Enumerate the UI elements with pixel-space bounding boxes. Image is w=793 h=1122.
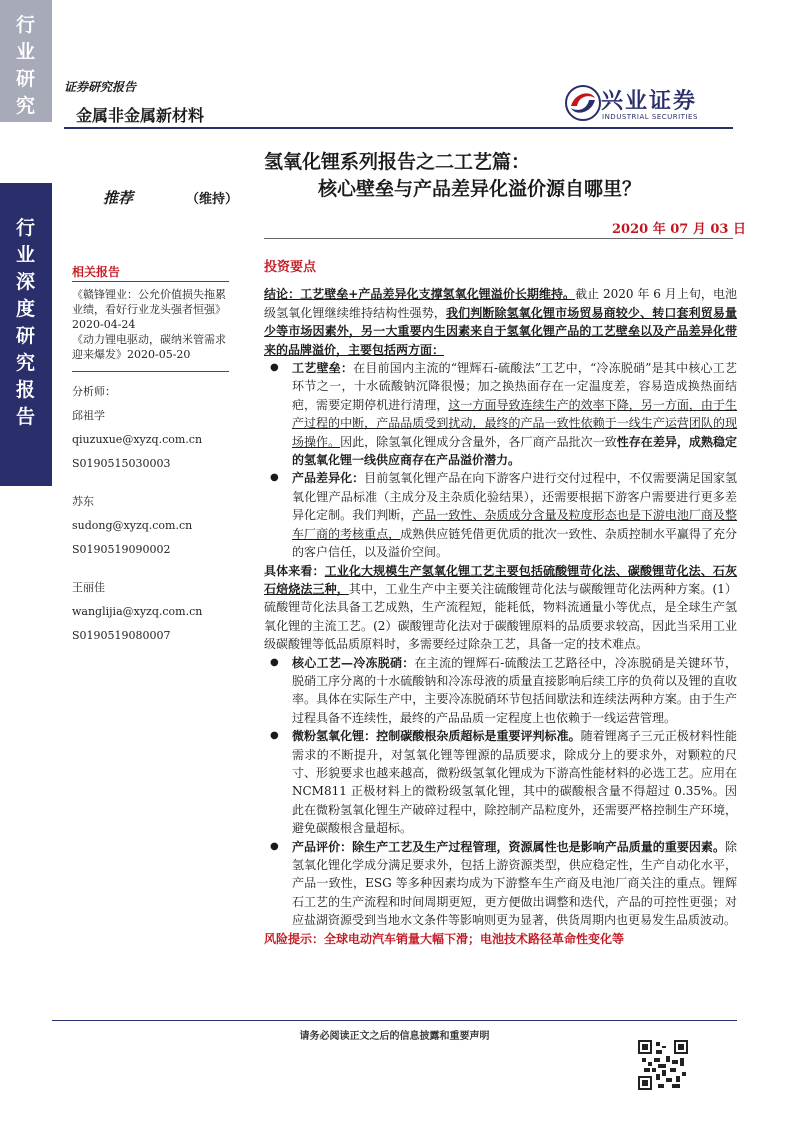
bullet-label: 工艺壁垒： <box>292 361 354 376</box>
footer-divider <box>52 1020 737 1021</box>
specific-bold: 工业化大规模生产氢氧化锂工艺主要包括硫酸锂苛化法、碳酸锂苛化法、石灰石焙烧法三种， <box>264 563 737 596</box>
risk-warning: 风险提示：全球电动汽车销量大幅下滑；电池技术路径革命性变化等 <box>264 931 625 946</box>
band-char: 告 <box>15 406 36 428</box>
related-reports-title: 相关报告 <box>72 265 121 279</box>
logo-text: 兴业证券 <box>601 89 698 114</box>
band-char: 研 <box>15 325 36 347</box>
band-char: 报 <box>15 379 36 401</box>
bullet-freeze-denitration <box>264 654 737 728</box>
band-char: 业 <box>15 244 36 266</box>
analyst-entry <box>72 490 232 562</box>
related-report[interactable] <box>72 332 234 362</box>
sidebar-divider <box>72 371 229 372</box>
bullet-text: 目前氢氧化锂产品在向下游客户进行交付过程中，不仅需要满足国家氢氧化锂产品标准（主成分及主杂质化验结果），还需要根据下游客户需要进行更多差异化定制。我们判断， <box>292 471 737 523</box>
bullet-icon: ● <box>270 840 279 852</box>
report-type: 证券研究报告 <box>64 80 137 94</box>
report-title-line1: 氢氧化锂系列报告之二工艺篇： <box>264 151 531 173</box>
bullet-underline: 产品一致性、杂质成分含量及粒度形态也是下游电池厂商及整车厂商的考核重点， <box>292 508 737 541</box>
band-char: 深 <box>15 271 36 293</box>
conclusion-bold2: 我们判断除氢氧化锂市场贸易商较少、转口套利贸易量少等市场因素外，另一大重要内生因素来自于氢氧化锂产品的工艺壁垒以及产品差异化带来的品牌溢价，主要包括两方面： <box>264 305 737 357</box>
band-char: 度 <box>15 298 36 320</box>
bullet-text: 除氢氧化锂化学成分满足要求外，包括上游资源类型，供应稳定性，生产自动化水平，产品一致性，ESG 等多种因素均成为下游整车生产商及电池厂商关注的重点。锂辉石工艺的生产流程和时间周期更短，更方便做出调整和迭代，产品的可控性更强；对应盐湖资源受到当地水文条件等影响则更为显著，供货周期内也更易发生品质波动。 <box>292 839 737 928</box>
bullet-label: 微粉氢氧化锂： <box>292 729 377 744</box>
specific-text: 其中，工业生产中主要关注硫酸锂苛化法与碳酸锂苛化法两种方案。(1）硫酸锂苛化法具备工艺成熟，生产流程短，能耗低，物料流通量小等优点，是全球生产氢氧化锂的主流工艺。(2）碳酸锂苛化法对于碳酸锂原料的品质要求较高，因此当采用工业级碳酸锂等低品质原料时，多需要经过除杂工艺，具备一定的技术难点。 <box>264 581 737 652</box>
analyst-name: 苏东 <box>72 495 94 508</box>
related-divider <box>72 281 229 282</box>
rating-label: 推荐 <box>103 189 134 207</box>
bullet-label: 核心工艺—冷冻脱硝： <box>292 655 415 670</box>
analyst-id: S0190519090002 <box>72 543 171 556</box>
analyst-email[interactable]: sudong@xyzq.com.cn <box>72 519 193 532</box>
bullet-micro-powder <box>264 727 737 837</box>
analysts-label: 分析师： <box>72 385 116 398</box>
bullet-icon: ● <box>270 730 279 742</box>
analyst-name: 邱祖学 <box>72 409 105 422</box>
analyst-entry <box>72 576 232 648</box>
bullet-label: 产品评价： <box>292 839 353 854</box>
conclusion-text: 截止 2020 年 6 月上旬，电池级氢氧化锂继续维持结构性强势， <box>264 287 737 320</box>
analyst-id: S0190515030003 <box>72 457 171 470</box>
related-report-date: 2020-04-24 <box>72 318 136 331</box>
specific-paragraph <box>264 562 737 654</box>
header-divider <box>64 127 733 129</box>
related-report-title: 《动力锂电驱动，碳纳米管需求迎来爆发》 <box>72 333 226 361</box>
qr-code-icon <box>638 1040 688 1090</box>
bullet-bold: 除生产工艺及生产过程管理，资源属性也是影响产品质量的重要因素。 <box>352 839 725 854</box>
specific-label: 具体来看： <box>264 563 325 578</box>
analyst-id: S0190519080007 <box>72 629 171 642</box>
bullet-differentiation <box>264 469 737 561</box>
bullet-text: 成熟供应链凭借更优质的批次一致性、杂质控制水平赢得了充分的客户信任，以及溢价空间。 <box>292 526 737 560</box>
bullet-underline: 这一方面导致连续生产的效率下降，另一方面，由于生产过程的中断，产品品质受到扰动，最终的产品一致性依赖于一线生产运营团队的现场操作。 <box>292 397 737 449</box>
report-title-line2: 核心壁垒与产品差异化溢价源自哪里？ <box>318 178 642 200</box>
bullet-icon: ● <box>270 656 279 668</box>
related-report[interactable] <box>72 287 234 332</box>
band-char: 行 <box>15 14 36 36</box>
disclaimer-footer: 请务必阅读正文之后的信息披露和重要声明 <box>299 1031 490 1042</box>
analyst-entry <box>72 404 232 476</box>
conclusion-bold: 工艺壁垒+产品差异化支撑氢氧化锂溢价长期维持。 <box>300 287 576 302</box>
side-band-top <box>0 0 52 122</box>
related-report-title: 《赣锋锂业：公允价值损失拖累业绩，看好行业龙头强者恒强》 <box>72 288 226 316</box>
bullet-bold: 性存在差异，成熟稳定的氢氧化锂一线供应商存在产品溢价潜力。 <box>292 434 737 468</box>
band-char: 究 <box>15 95 36 117</box>
conclusion-label: 结论： <box>264 287 301 302</box>
related-report-date: 2020-05-20 <box>127 348 191 361</box>
bullet-text: 因此，除氢氧化锂成分含量外，各厂商产品批次一致 <box>340 434 617 449</box>
bullet-text: 在目前国内主流的“锂辉石-硫酸法”工艺中，“冷冻脱硝”是其中核心工艺环节之一，十水硫酸钠沉降很慢；加之换热面存在一定温度差，容易造成换热面结疤，需要定期停机进行清理， <box>292 361 737 412</box>
band-char: 业 <box>15 41 36 63</box>
band-char: 研 <box>15 68 36 90</box>
bullet-label: 产品差异化： <box>292 471 365 486</box>
conclusion-paragraph <box>264 285 737 359</box>
rating-value: （维持） <box>186 192 239 207</box>
bullet-icon: ● <box>270 472 279 484</box>
bullet-text: 在主流的锂辉石-硫酸法工艺路径中，冷冻脱硝是关键环节，脱硝工序分离的十水硫酸钠和冷冻母液的质量直接影响后续工序的负荷以及锂的直收率。具体在实际生产中，主要冷冻脱硝环节包括间歇法和连续法两种方案。由于生产过程具备不连续性，最终的产品品质一定程度上也依赖于一线运营管理。 <box>292 655 737 725</box>
bullet-text: 随着锂离子三元正极材料性能需求的不断提升，对氢氧化锂等锂源的品质要求，除成分上的要求外，对颗粒的尺寸、形貌要求也越来越高，微粉级氢氧化锂成为下游高性能材料的必选工艺。应用在 NCM811 正极材料上的微粉级氢氧化锂，其中的碳酸根含量不得超过 0.35%。因此在微粉氢氧化锂生产破碎过程中，除控制产品粒度外，还需要严格控制生产环境，避免碳酸根含量超标。 <box>292 729 737 836</box>
analyst-email[interactable]: qiuzuxue@xyzq.com.cn <box>72 433 203 446</box>
bullet-product-evaluation <box>264 838 737 930</box>
analyst-list <box>72 380 232 658</box>
band-char: 究 <box>15 352 36 374</box>
bullet-process-barrier <box>264 359 737 469</box>
band-char: 行 <box>15 217 36 239</box>
sector-name: 金属非金属新材料 <box>76 106 205 125</box>
side-band-bottom <box>0 183 52 486</box>
title-divider <box>264 238 733 239</box>
publish-date: 2020 年 07 月 03 日 <box>612 222 746 237</box>
logo-subtext: INDUSTRIAL SECURITIES <box>602 113 698 121</box>
section-title: 投资要点 <box>264 260 317 275</box>
analyst-email[interactable]: wanglijia@xyzq.com.cn <box>72 605 203 618</box>
bullet-bold: 控制碳酸根杂质超标是重要评判标准。 <box>376 729 581 744</box>
bullet-icon: ● <box>270 362 279 374</box>
investment-highlights <box>264 259 737 948</box>
analyst-name: 王丽佳 <box>72 581 105 594</box>
